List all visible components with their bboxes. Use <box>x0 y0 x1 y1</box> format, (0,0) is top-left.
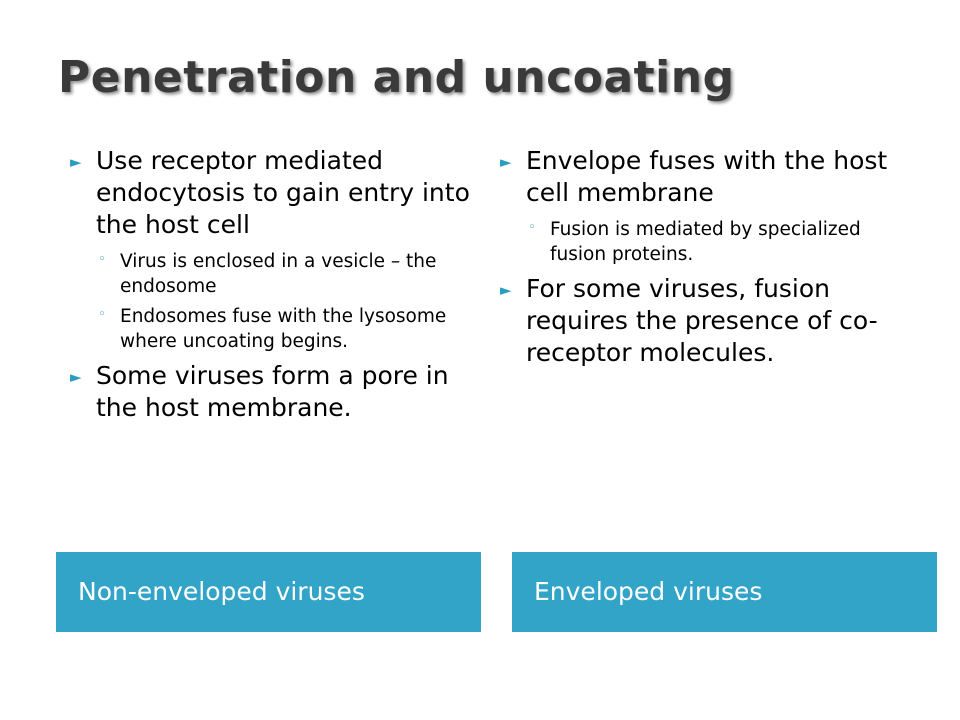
circle-bullet-icon: ◦ <box>98 307 106 322</box>
bullet-text: Some viruses form a pore in the host membrane. <box>96 361 449 422</box>
sub-bullet-item <box>528 217 920 267</box>
sub-bullet-item <box>98 249 470 299</box>
arrow-bullet-icon: ► <box>70 368 82 386</box>
bullet-text: For some viruses, fusion requires the presence of co-receptor molecules. <box>526 274 878 367</box>
arrow-bullet-icon: ► <box>500 153 512 171</box>
bullet-item <box>500 145 920 209</box>
sub-bullet-text: Endosomes fuse with the lysosome where uncoating begins. <box>120 306 447 352</box>
circle-bullet-icon: ◦ <box>528 220 536 235</box>
right-column <box>500 145 920 377</box>
bullet-text: Envelope fuses with the host cell membrane <box>526 146 888 207</box>
slide-title: Penetration and uncoating <box>58 52 735 103</box>
left-column <box>70 145 470 432</box>
sub-bullet-item <box>98 304 470 354</box>
bullet-item <box>70 145 470 241</box>
non-enveloped-label: Non-enveloped viruses <box>56 552 481 632</box>
enveloped-label: Enveloped viruses <box>512 552 937 632</box>
sub-bullet-list <box>500 217 920 267</box>
circle-bullet-icon: ◦ <box>98 252 106 267</box>
bullet-item <box>70 360 470 424</box>
arrow-bullet-icon: ► <box>500 281 512 299</box>
arrow-bullet-icon: ► <box>70 153 82 171</box>
sub-bullet-list <box>70 249 470 354</box>
bullet-item <box>500 273 920 369</box>
sub-bullet-text: Virus is enclosed in a vesicle – the endosome <box>120 251 437 297</box>
bullet-text: Use receptor mediated endocytosis to gain entry into the host cell <box>96 146 470 239</box>
sub-bullet-text: Fusion is mediated by specialized fusion proteins. <box>550 219 861 265</box>
